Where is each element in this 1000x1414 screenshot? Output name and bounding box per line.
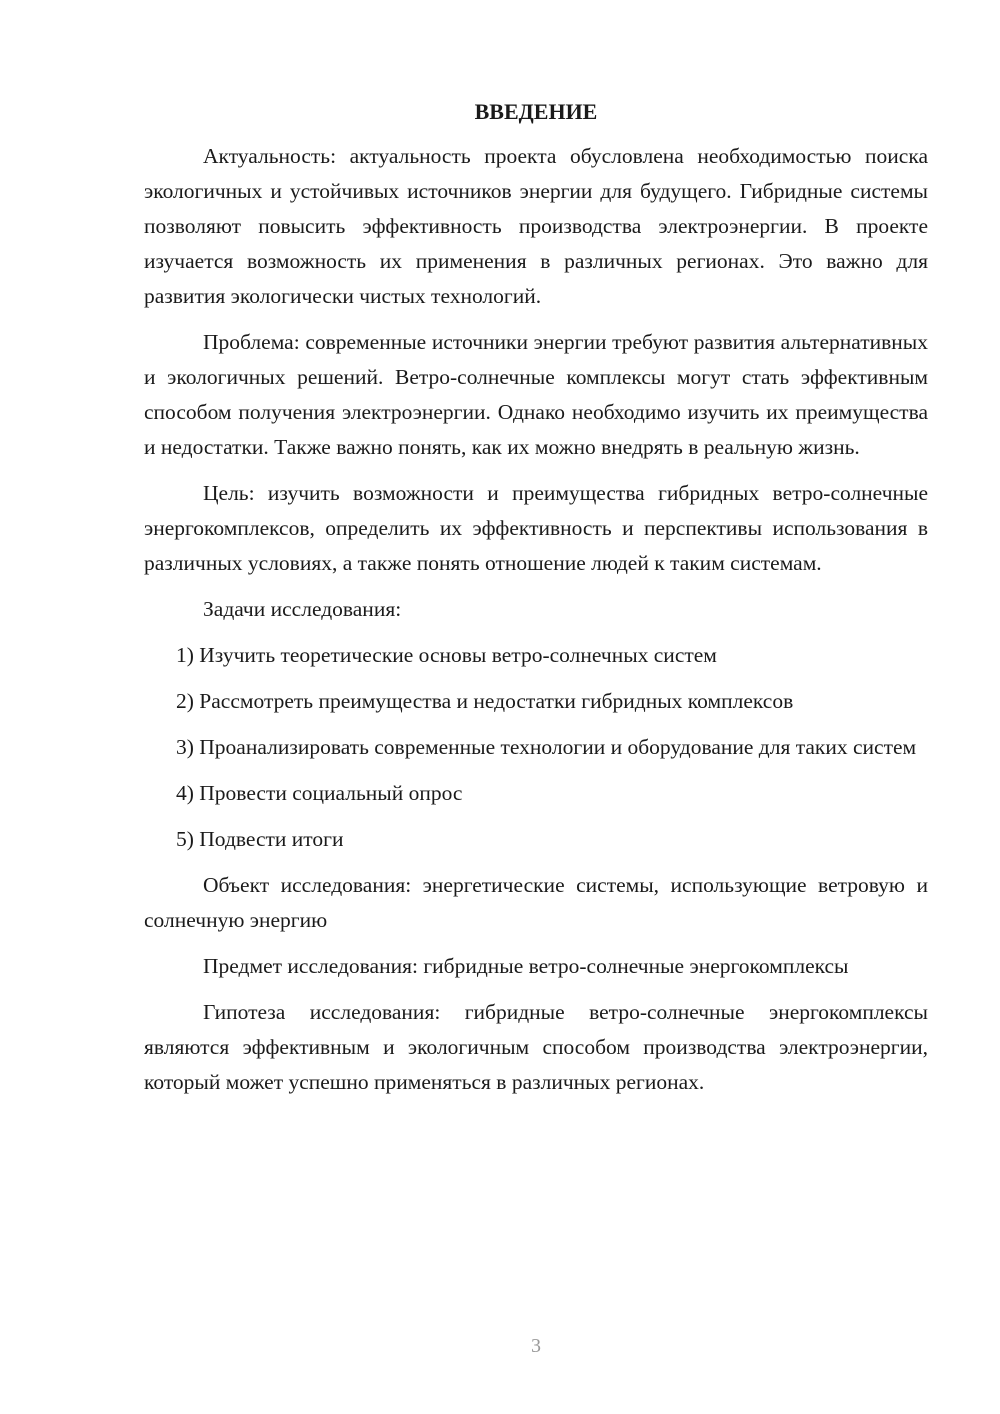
task-item-3: 3) Проанализировать современные технологии и оборудование для таких систем bbox=[176, 735, 917, 759]
task-item-1: 1) Изучить теоретические основы ветро-солнечных систем bbox=[176, 643, 717, 667]
paragraph-relevance: Актуальность: актуальность проекта обусловлена необходимостью поиска экологичных и устойчивых источников энергии для будущего. Гибридные системы позволяют повысить эффективность производства электроэнергии. В проекте изучается возможность их применения в различных регионах. Это важно для развития экологически чистых технологий. bbox=[144, 144, 928, 308]
task-item-5: 5) Подвести итоги bbox=[176, 827, 344, 851]
paragraph-problem: Проблема: современные источники энергии требуют развития альтернативных и экологичных решений. Ветро-солнечные комплексы могут стать эффективным способом получения электроэнергии. Однако необходимо изучить их преимущества и недостатки. Также важно понять, как их можно внедрять в реальную жизнь. bbox=[144, 330, 928, 459]
paragraph-hypothesis: Гипотеза исследования: гибридные ветро-солнечные энергокомплексы являются эффективным и экологичным способом производства электроэнергии, который может успешно применяться в различных регионах. bbox=[144, 1000, 928, 1094]
task-item-2: 2) Рассмотреть преимущества и недостатки гибридных комплексов bbox=[176, 689, 794, 713]
paragraph-goal: Цель: изучить возможности и преимущества гибридных ветро-солнечные энергокомплексов, определить их эффективность и перспективы использования в различных условиях, а также понять отношение людей к таким системам. bbox=[144, 481, 928, 575]
page-content bbox=[144, 97, 928, 1111]
page-title: ВВЕДЕНИЕ bbox=[474, 99, 598, 124]
task-item-4: 4) Провести социальный опрос bbox=[176, 781, 463, 805]
paragraph-object: Объект исследования: энергетические системы, использующие ветровую и солнечную энергию bbox=[144, 873, 928, 932]
page-number: 3 bbox=[531, 1335, 541, 1357]
paragraph-subject: Предмет исследования: гибридные ветро-солнечные энергокомплексы bbox=[203, 954, 849, 978]
tasks-heading: Задачи исследования: bbox=[203, 597, 402, 621]
